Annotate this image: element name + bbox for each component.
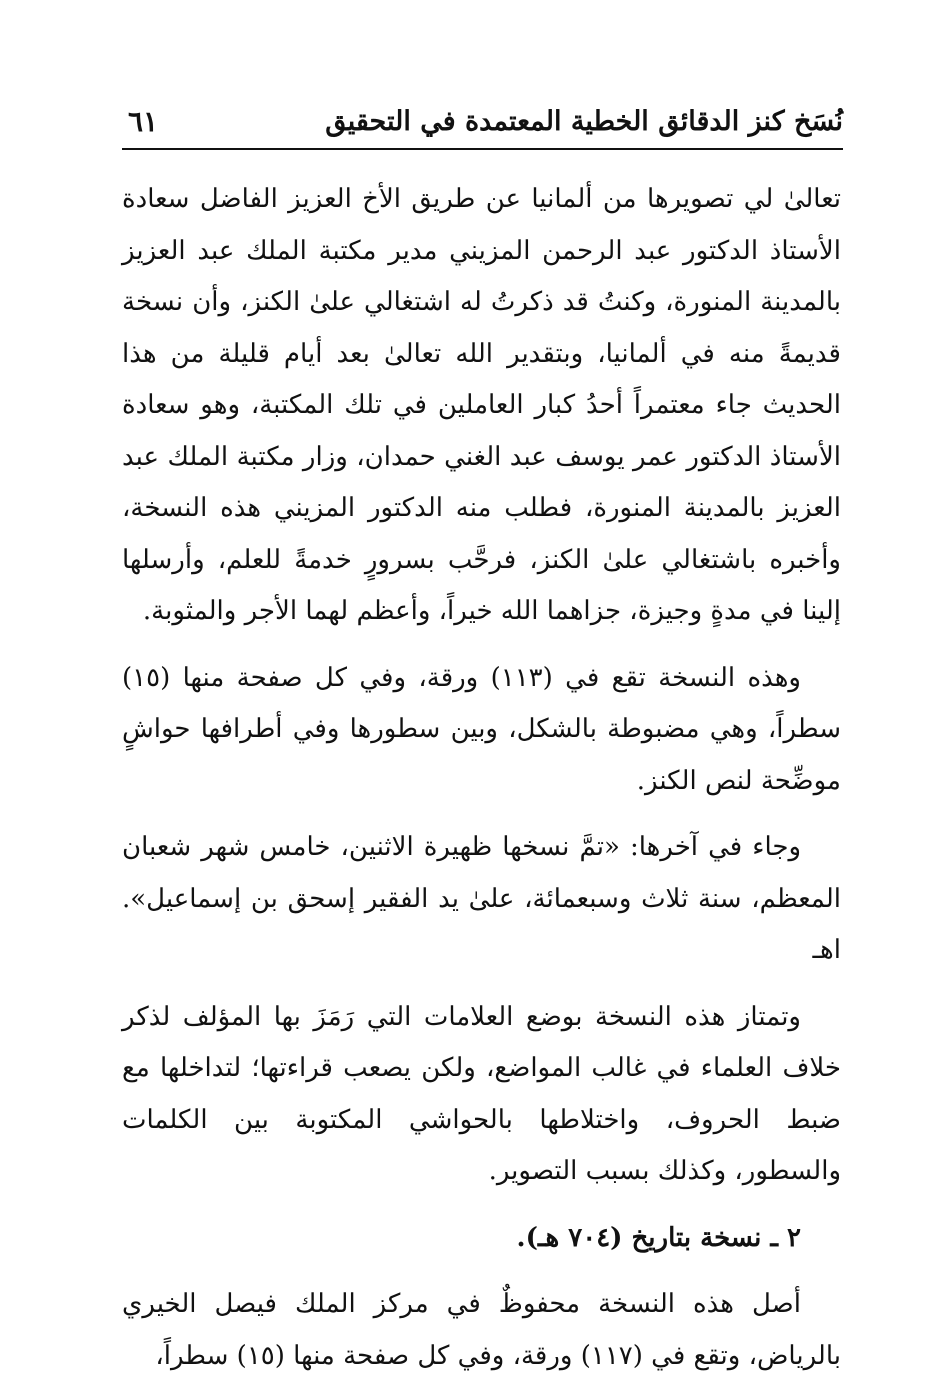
paragraph-intro-continuation: تعالىٰ لي تصويرها من ألمانيا عن طريق الأخ العزيز الفاضل سعادة الأستاذ الدكتور عبد الرحمن المزيني مدير مكتبة الملك عبد العزيز بالمدينة المنورة، وكنتُ قد ذكرتُ له اشتغالي علىٰ الكنز، وأن نسخة قديمةً منه في ألمانيا، وبتقدير الله تعالىٰ بعد أيام قليلة من هذا الحديث جاء معتمراً أحدُ كبار العاملين في تلك المكتبة، وهو سعادة الأستاذ الدكتور عمر يوسف عبد الغني حمدان، وزار مكتبة الملك عبد العزيز بالمدينة المنورة، فطلب منه الدكتور المزيني هذه النسخة، وأخبره باشتغالي علىٰ الكنز، فرحَّب بسرورٍ خدمةً للعلم، وأرسلها إلينا في مدةٍ وجيزة، جزاهما الله خيراً، وأعظم لهما الأجر والمثوبة. bbox=[122, 184, 842, 626]
paragraph-second-manuscript: أصل هذه النسخة محفوظٌ في مركز الملك فيصل الخيري بالرياض، وتقع في (١١٧) ورقة، وفي كل صفحة منها (١٥) سطراً، bbox=[122, 1289, 841, 1371]
section-heading: ٢ ـ نسخة بتاريخ (٧٠٤ هـ). bbox=[516, 1222, 801, 1253]
paragraph-manuscript-description: وهذه النسخة تقع في (١١٣) ورقة، وفي كل صفحة منها (١٥) سطراً، وهي مضبوطة بالشكل، وبين سطورها وفي أطرافها حواشٍ موضِّحة لنص الكنز. bbox=[122, 662, 841, 796]
header-title: نُسَخ كنز الدقائق الخطية المعتمدة في التحقيق bbox=[325, 106, 843, 137]
paragraph-colophon: وجاء في آخرها: «تمَّ نسخها ظهيرة الاثنين، خامس شهر شعبان المعظم، سنة ثلاث وسبعمائة، علىٰ يد الفقير إسحق بن إسماعيل». اهـ bbox=[122, 832, 841, 965]
body-text bbox=[122, 174, 841, 1397]
page-number: ٦١ bbox=[128, 105, 159, 138]
running-header bbox=[122, 98, 843, 150]
paragraph-features: وتمتاز هذه النسخة بوضع العلامات التي رَمَزَ بها المؤلف لذكر خلاف العلماء في غالب المواضع، ولكن يصعب قراءتها؛ لتداخلها مع ضبط الحروف، واختلاطها بالحواشي المكتوبة بين الكلمات والسطور، وكذلك بسبب التصوير. bbox=[122, 1001, 841, 1186]
